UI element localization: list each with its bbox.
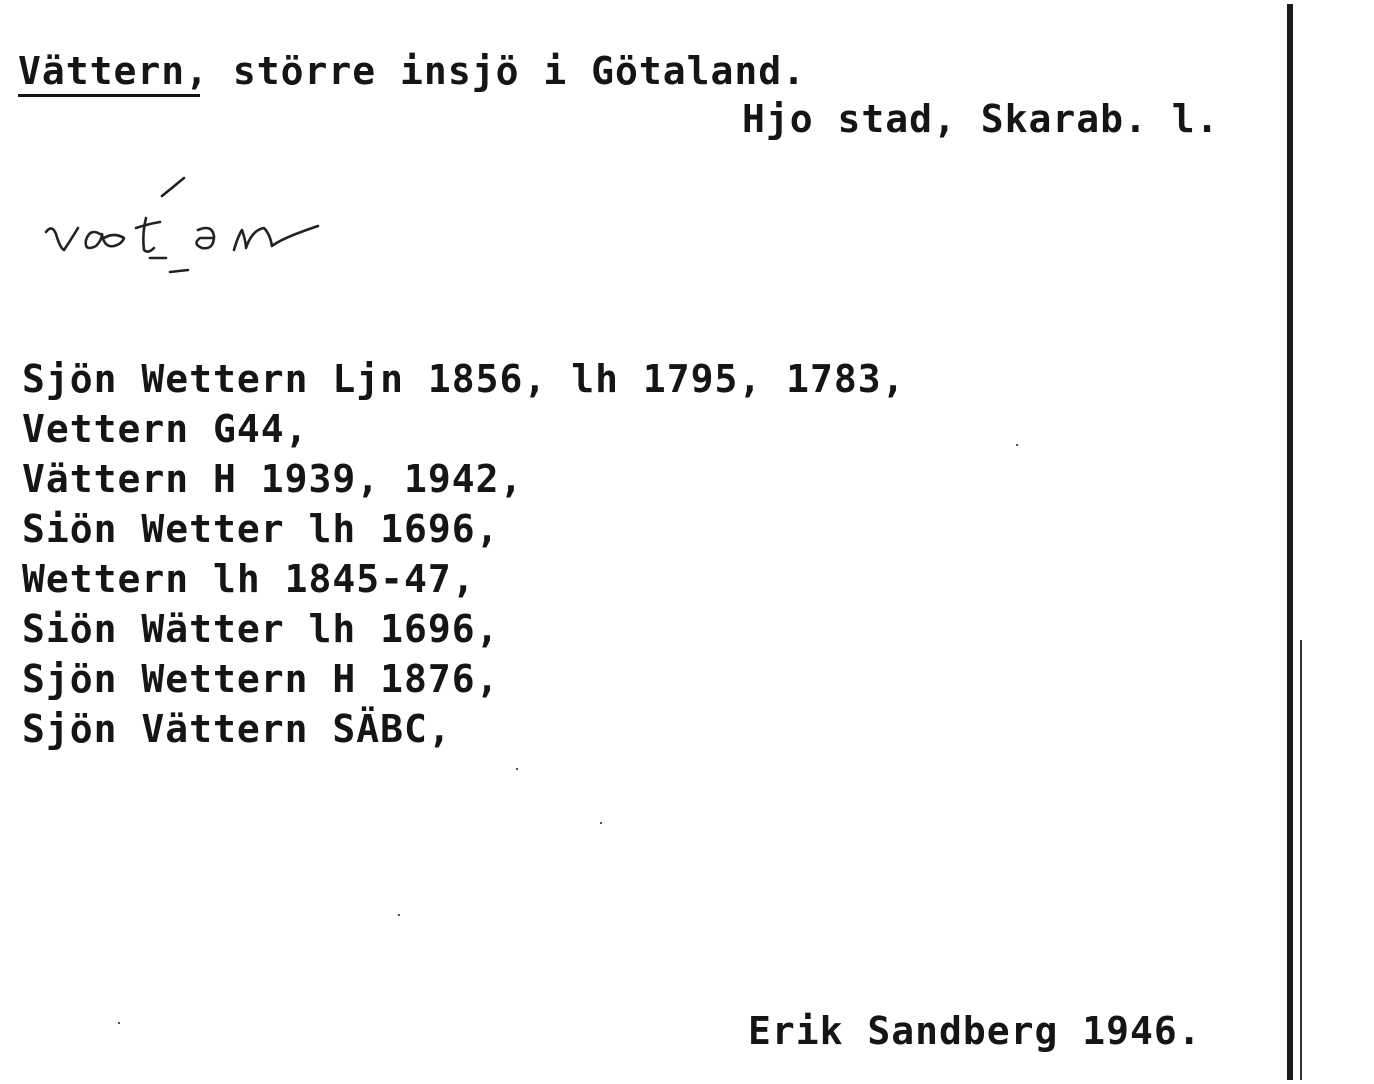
form-item: Vättern H 1939, 1942, [22,457,524,501]
handwritten-phonetic-transcription [42,168,342,288]
card-border-line [1287,4,1293,1080]
signature-line: Erik Sandberg 1946. [748,1009,1202,1053]
location-line: Hjo stad, Skarab. l. [742,97,1220,141]
paper-speck [600,822,602,824]
form-item: Wettern lh 1845-47, [22,557,476,601]
form-item: Vettern G44, [22,407,309,451]
card-border-line-thin [1300,640,1302,1080]
paper-speck [398,914,400,916]
form-item: Siön Wätter lh 1696, [22,607,500,651]
paper-speck [1016,444,1018,446]
paper-speck [118,1022,120,1024]
paper-speck [516,768,518,770]
attested-forms-list [22,354,905,754]
form-item: Sjön Wettern H 1876, [22,657,500,701]
headword-underline [18,94,200,97]
form-item: Sjön Vättern SÄBC, [22,707,452,751]
definition: , större insjö i Götaland. [185,49,806,93]
headword: Vättern [18,49,186,93]
form-item: Sjön Wettern Ljn 1856, lh 1795, 1783, [22,357,906,401]
form-item: Siön Wetter lh 1696, [22,507,500,551]
headword-line [18,49,806,93]
